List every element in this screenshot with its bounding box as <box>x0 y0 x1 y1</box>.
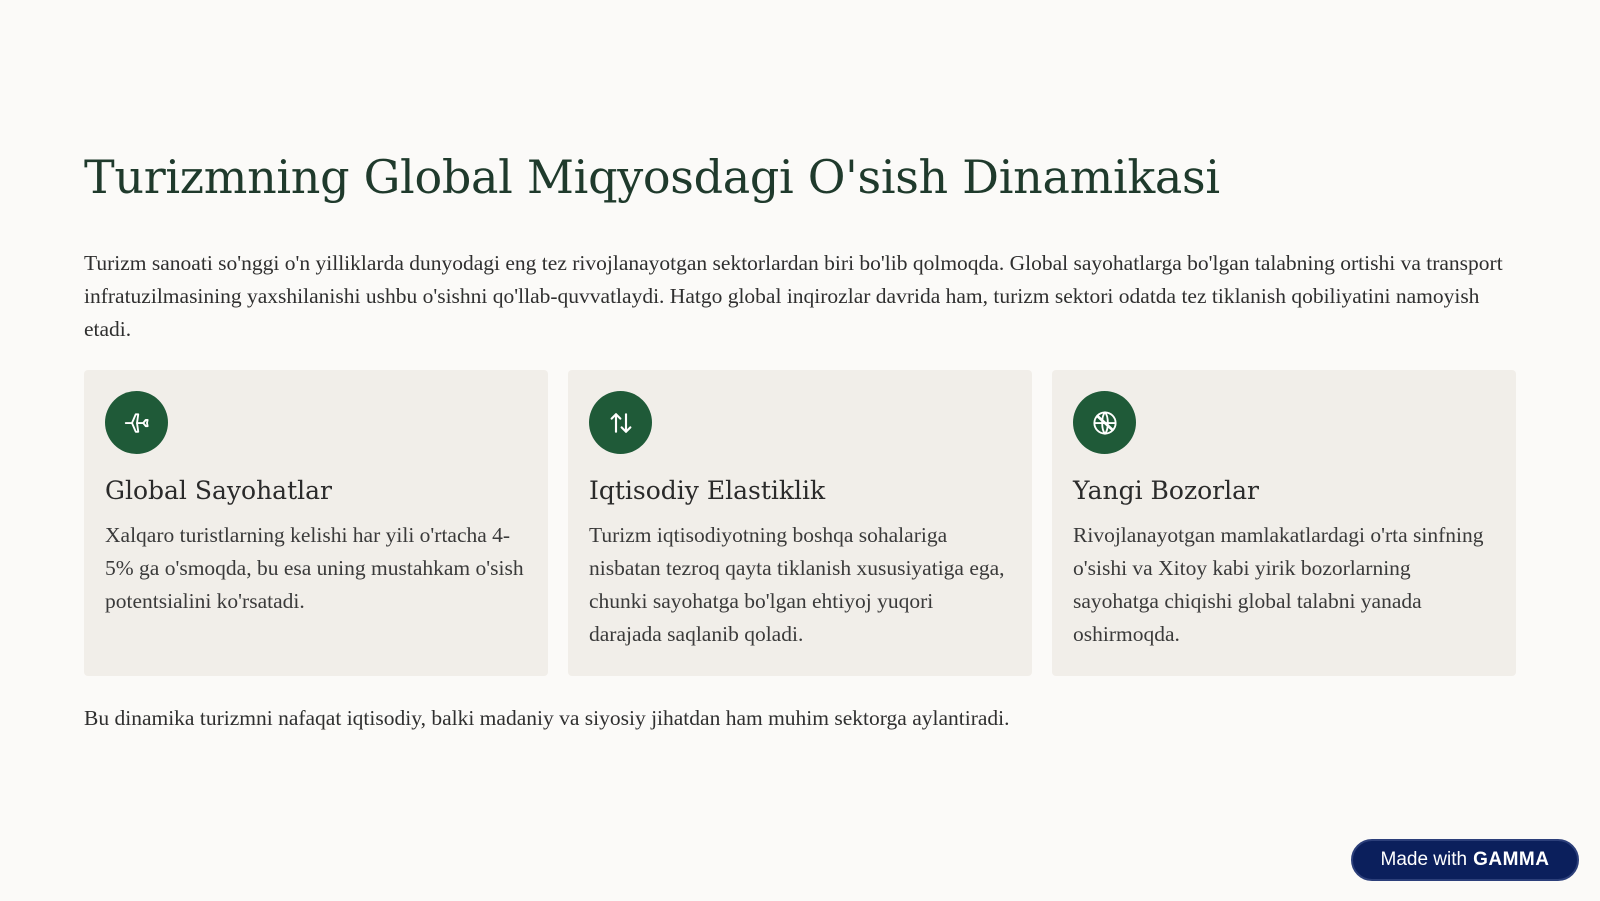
globe-plane-icon <box>1073 391 1136 454</box>
outro-paragraph: Bu dinamika turizmni nafaqat iqtisodiy, balki madaniy va siyosiy jihatdan ham muhim sektorga aylantiradi. <box>84 706 1010 731</box>
card-title: Iqtisodiy Elastiklik <box>589 476 826 506</box>
card-title: Yangi Bozorlar <box>1073 476 1259 506</box>
card-new-markets <box>1052 370 1516 676</box>
page-title: Turizmning Global Miqyosdagi O'sish Dinamikasi <box>84 150 1220 204</box>
airplane-icon <box>105 391 168 454</box>
gamma-logo: GAMMA <box>1473 849 1550 870</box>
card-text: Xalqaro turistlarning kelishi har yili o'rtacha 4-5% ga o'smoqda, bu esa uning mustahkam o'sish potentsialini ko'rsatadi. <box>105 523 524 614</box>
badge-prefix: Made with <box>1380 849 1468 870</box>
card-global-travel <box>84 370 548 676</box>
card-title: Global Sayohatlar <box>105 476 332 506</box>
card-economic-resilience <box>568 370 1032 676</box>
made-with-gamma-badge[interactable] <box>1351 839 1579 881</box>
card-text: Rivojlanayotgan mamlakatlardagi o'rta sinfning o'sishi va Xitoy kabi yirik bozorlarning sayohatga chiqishi global talabni yanada oshirmoqda. <box>1073 523 1484 647</box>
card-text: Turizm iqtisodiyotning boshqa sohalariga nisbatan tezroq qayta tiklanish xususiyatiga ega, chunki sayohatga bo'lgan ehtiyoj yuqori darajada saqlanib qoladi. <box>589 523 1005 647</box>
arrows-up-down-icon <box>589 391 652 454</box>
intro-paragraph: Turizm sanoati so'nggi o'n yilliklarda dunyodagi eng tez rivojlanayotgan sektorlardan biri bo'lib qolmoqda. Global sayohatlarga bo'lgan talabning ortishi va transport infratuzilmasining yaxshilanishi ushbu o'sishni qo'llab-quvvatlaydi. Hatgo global inqirozlar davrida ham, turizm sektori odatda tez tiklanish qobiliyatini namoyish etadi. <box>84 251 1503 342</box>
slide-content <box>84 150 1516 735</box>
feature-cards <box>84 370 1516 676</box>
